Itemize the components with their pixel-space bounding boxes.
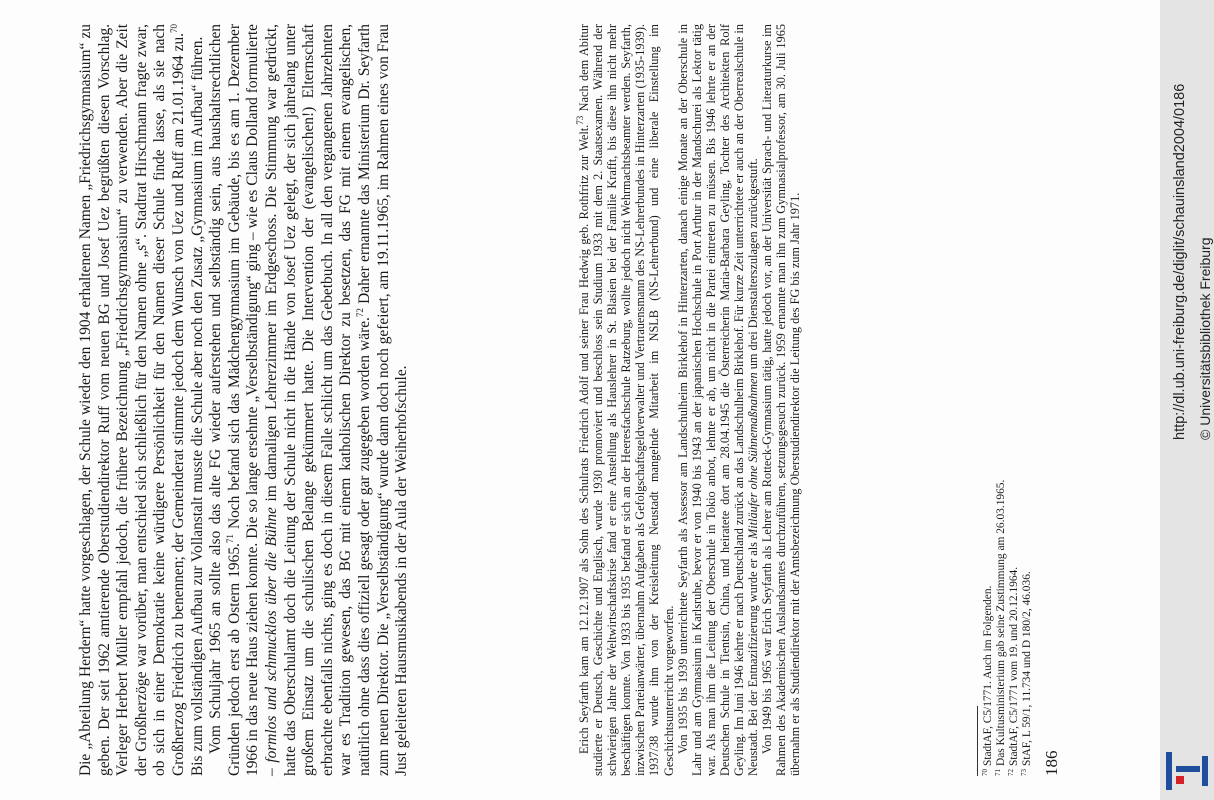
paragraph-2-text-c: im damaligen Lehrerzimmer im Erdgeschoss. Die Stimmung war gedrückt, hatte das Oberschulamt doch die Leitung der Schule nicht in die Hände von Josef Uez gelegt, der sich jahrelang unter großem Einsatz um die schulischen Belange gekümmert hatte. Die Intervention der (evangelischen!) Elternschaft erbrachte ebenfalls nichts, ging es doch in diesem Falle schlicht um das Gebetbuch. In all den vergangenen Jahrzehnten war es Tradition gewesen, das BG mit einem katholischen Direktor zu besetzen, das FG mit einem evangelischen, natürlich ohne dass dies offiziell gesagt oder gar zugegeben worden wäre. bbox=[262, 24, 373, 776]
logo-square-red bbox=[1176, 776, 1184, 784]
biography-text-2-end: um drei Dienstalterszulagen zurückgestuft. bbox=[746, 158, 761, 373]
footnote-ref-73: 73 bbox=[574, 115, 585, 125]
footnote-text: StadtAF, C5/1771. Auch im Folgenden. bbox=[982, 585, 994, 766]
footnote-number: 73 bbox=[1020, 769, 1028, 776]
footnote-ref-72: 72 bbox=[354, 308, 365, 318]
copyright-notice: © Universitätsbibliothek Freiburg bbox=[1197, 237, 1213, 440]
paragraph-1-text-end: Bis zum vollständigen Aufbau zur Vollanstalt musste die Schule aber noch den Zusatz „Gymnasium im Aufbau“ führen. bbox=[188, 36, 206, 776]
footnote-ref-70: 70 bbox=[168, 24, 179, 33]
footnote-list bbox=[982, 24, 1034, 776]
paragraph-1 bbox=[77, 24, 207, 776]
footnote-number: 72 bbox=[1007, 769, 1015, 776]
paragraph-2-text-d: Daher ernannte das Ministerium Dr. Seyfarth zum neuen Direktor. Die „Verselbständigung“ wurde dann doch noch gefeiert, am 19.11.1965, im Rahmen eines von Frau Just geleiteten Hausmusikabends in der Aula der Weiherhofschule. bbox=[355, 24, 411, 776]
logo-bar-middle bbox=[1176, 766, 1200, 772]
page-number: 186 bbox=[1042, 750, 1061, 776]
biography-box bbox=[574, 23, 803, 776]
biography-italic: Mitläufer ohne Sühnemaßnahmen bbox=[746, 372, 761, 540]
paragraph-2-text-a: Vom Schuljahr 1965 an sollte also das alte FG wieder auferstehen und selbständig sein, aus haushaltsrechtlichen Gründen jedoch erst ab Ostern 1965. bbox=[207, 24, 243, 776]
paragraph-1-text: Die „Abteilung Herdern“ hatte vorgeschlagen, der Schule wieder den 1904 erhaltenen Namen „Friedrichsgymnasium“ zu geben. Der seit 1962 amtierende Oberstudiendirektor Ruff vom neuen BG und Josef Uez begrüßten diesen Vorschlag. Verleger Herbert Müller empfahl jedoch, die frühere Bezeichnung „Friedrichsgymnasium“ zu verwenden. Aber die Zeit der Großherzöge war vorüber, man entschied sich schließlich für den Namen ohne „s“. Stadtrat Hirschmann fragte zwar, ob sich in einer Demokratie keine würdigere Persönlichkeit für den Namen dieser Schule finde lasse, als sie nach Großherzog Friedrich zu benennen; der Gemeinderat stimmte jedoch dem Wunsch von Uez und Ruff am 21.01.1964 zu. bbox=[77, 24, 187, 776]
footnote-71 bbox=[995, 24, 1008, 776]
footnote-73 bbox=[1021, 24, 1034, 776]
paragraph-2 bbox=[207, 24, 412, 776]
permalink-url[interactable]: http://dl.ub.uni-freiburg.de/diglit/schauinsland2004/0186 bbox=[1172, 83, 1188, 440]
paragraph-2-italic: formlos und schmucklos über die Bühne bbox=[262, 507, 280, 763]
footnote-70 bbox=[982, 24, 995, 776]
footnote-text: StadtAF, C5/1771 vom 19. und 20.12.1964. bbox=[1008, 566, 1020, 766]
biography-paragraph-2 bbox=[676, 24, 761, 776]
footnote-ref-71: 71 bbox=[224, 534, 235, 544]
biography-text-a: Erich Seyfarth kam am 12.12.1907 als Sohn des Schulrats Friedrich Adolf und seiner Frau Hedwig geb. Rothfritz zur Welt. bbox=[577, 124, 591, 754]
paragraph-2-text-b: Noch befand sich das Mädchengymnasium im Gebäude, bis es am 1. Dezember 1966 in das neue Haus ziehen konnte. Die so lange ersehnte „Verselbständigung“ ging – wie es Claus Dolland formulierte – bbox=[225, 23, 280, 776]
footnote-72 bbox=[1008, 24, 1021, 776]
biography-text-3: Von 1949 bis 1965 war Erich Seyfarth als Lehrer am Rotteck-Gymnasium tätig, hatte jedoch vor, an der Universität Sprach- und Literaturkurse im Rahmen des Akademischen Auslandsamtes durchzuführen, setzungsgesuch zurück. 1959 ernannte man ihn zum Gymnasialprofessor, am 30. Juli 1965 übernahm er als Studiendirektor mit der Amtsbezeichnung Oberstudiendirektor die Leitung des FG bis zum Jahr 1971. bbox=[760, 24, 803, 776]
page-content bbox=[77, 24, 1083, 776]
footnote-number: 71 bbox=[994, 769, 1002, 776]
footnote-text: StAF, L 59/1, 11.734 und D 180/2, 46.036. bbox=[1021, 571, 1033, 766]
logo-bar-right bbox=[1202, 756, 1208, 786]
main-text bbox=[77, 24, 412, 776]
biography-text-2: Von 1935 bis 1939 unterrichtete Seyfarth als Assessor am Landschulheim Birklehof in Hinterzarten, danach einige Monate an der Oberschule in Lahr und am Gymnasium in Karlsruhe, bevor er von 1940 bis 1943 an der japanischen Hochschule in Port Arthur in der Mandschurei als Lektor tätig war. Als man ihm die Leitung der Oberschule in Tokio anbot, lehnte er ab, um nicht in die Partei eintreten zu müssen. Bis 1946 lehrte er an der Deutschen Schule in Tientsin, China, und heiratete dort am 28.04.1945 die Österreicherin Maria-Barbara Geyling, Tochter des Architekten Rolf Geyling. Im Juni 1946 kehrte er nach Deutschland zurück an das Landschulheim Birklehof. Für kurze Zeit unterrichtete er auch an der Oberrealschule in Neustadt. Bei der Entnazifizierung wurde er als bbox=[675, 24, 761, 776]
biography-paragraph-3 bbox=[760, 24, 802, 776]
logo-bar-left bbox=[1166, 752, 1172, 790]
footnote-divider bbox=[977, 706, 978, 776]
biography-paragraph-1 bbox=[574, 23, 676, 776]
biography-text-b: Nach dem Abitur studierte er Deutsch, Geschichte und Englisch, wurde 1930 promoviert und beschloss sein Studium 1933 mit dem 2. Staatsexamen. Während der schwierigen Jahre der Weltwirtschaftskrise fand er eine Anstellung als Hauslehrer in St. Blasien bei der Familie Krafft, bis diese ihn nicht mehr beschäftigen konnte. Von 1933 bis 1935 befand er sich an der Heeresfachschule Ratzeburg, wollte jedoch nicht Wehrmachtsbeamter werden. Seyfarth, inzwischen Parteianwärter, übernahm Aufgaben als Gefolgschaftsgeldverwalter und Vertrauensmann des NS-Lehrerbundes in Hinterzarten (1935-1939). 1937/38 wurde ihm von der Kreisleitung Neustadt mangelnde Mitarbeit im NSLB (NS-Lehrerbund) und eine liberale Einstellung im Geschichtsunterricht vorgeworfen. bbox=[577, 23, 676, 776]
footnote-text: Das Kultusministerium gab seine Zustimmung am 26.03.1965. bbox=[995, 479, 1007, 766]
ub-freiburg-logo-icon bbox=[1164, 748, 1210, 794]
footnote-number: 70 bbox=[981, 769, 989, 776]
